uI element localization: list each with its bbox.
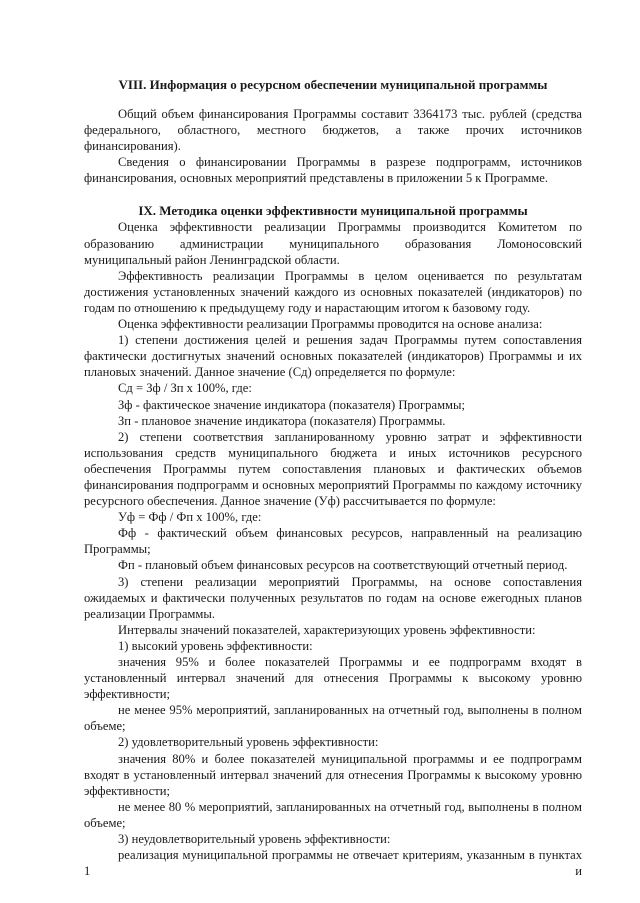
section-8-paragraph-funding-volume: Общий объем финансирования Программы составит 3364173 тыс. рублей (средства федерального, областного, местного бюджетов, а также прочих источников финансирования). [84, 107, 582, 154]
section-8-heading: VIII. Информация о ресурсном обеспечении муниципальной программы [118, 77, 548, 92]
formula-uf: Уф = Фф / Фп х 100%, где: [118, 510, 262, 525]
section-9-paragraph: 3) степени реализации мероприятий Программы, на основе сопоставления ожидаемых и фактически полученных результатов по годам на основе ежегодных планов реализации Программы. [84, 574, 582, 621]
formula-sd: Сд = Зф / Зп х 100%, где: [118, 381, 252, 396]
formula-term-fp: Фп - плановый объем финансовых ресурсов на соответствующий отчетный период. [118, 558, 568, 573]
section-9-paragraph: Интервалы значений показателей, характеризующих уровень эффективности: [118, 622, 536, 637]
section-9-paragraph: 2) степени соответствия запланированному уровню затрат и эффективности использования средств муниципального бюджета и иных источников ресурсного обеспечения Программы путем сопоставления плановых и фактических объемов финансирования подпрограмм и основных мероприятий Программы по каждому источнику ресурсного обеспечения. Данное значение (Уф) рассчитывается по формуле: [84, 429, 582, 509]
formula-term-zp: Зп - плановое значение индикатора (показателя) Программы. [118, 413, 446, 428]
section-9-paragraph: Оценка эффективности реализации Программы проводится на основе анализа: [118, 317, 543, 332]
section-9-paragraph: значения 95% и более показателей Программы и ее подпрограмм входят в установленный интервал значений для отнесения Программы к высокому уровню эффективности; [84, 655, 582, 702]
level-high-heading: 1) высокий уровень эффективности: [118, 638, 313, 653]
section-9-paragraph: Эффективность реализации Программы в целом оценивается по результатам достижения установленных значений каждого из основных показателей (индикаторов) по годам по отношению к предыдущему году и нарастающим итогом к базовому году. [84, 268, 582, 315]
section-9-paragraph: не менее 95% мероприятий, запланированных на отчетный год, выполнены в полном объеме; [84, 703, 582, 734]
section-9-heading: IX. Методика оценки эффективности муниципальной программы [138, 203, 528, 219]
formula-term-zf: Зф - фактическое значение индикатора (показателя) Программы; [118, 397, 465, 412]
section-9-paragraph: не менее 80 % мероприятий, запланированных на отчетный год, выполнены в полном объеме; [84, 799, 582, 830]
page-content [84, 77, 582, 879]
section-9-paragraph: 1) степени достижения целей и решения задач Программы путем сопоставления фактически достигнутых значений основных показателей (индикаторов) Программы и их плановых значений. Данное значение (Сд) определяется по формуле: [84, 333, 582, 380]
section-9-paragraph-continued: реализация муниципальной программы не отвечает критериям, указанным в пунктах 1 и [84, 848, 582, 879]
level-satisfactory-heading: 2) удовлетворительный уровень эффективности: [118, 735, 379, 750]
formula-term-ff: Фф - фактический объем финансовых ресурсов, направленный на реализацию Программы; [84, 526, 582, 557]
level-unsatisfactory-heading: 3) неудовлетворительный уровень эффективности: [118, 832, 391, 847]
section-9-paragraph: значения 80% и более показателей муниципальной программы и ее подпрограмм входят в установленный интервал значений для отнесения Программы к высокому уровню эффективности; [84, 751, 582, 798]
section-8-paragraph-funding-details: Сведения о финансировании Программы в разрезе подпрограмм, источников финансирования, основных мероприятий представлены в приложении 5 к Программе. [84, 155, 582, 186]
section-9-paragraph: Оценка эффективности реализации Программы производится Комитетом по образованию администрации муниципального образования Ломоносовский муниципальный район Ленинградской области. [84, 220, 582, 267]
